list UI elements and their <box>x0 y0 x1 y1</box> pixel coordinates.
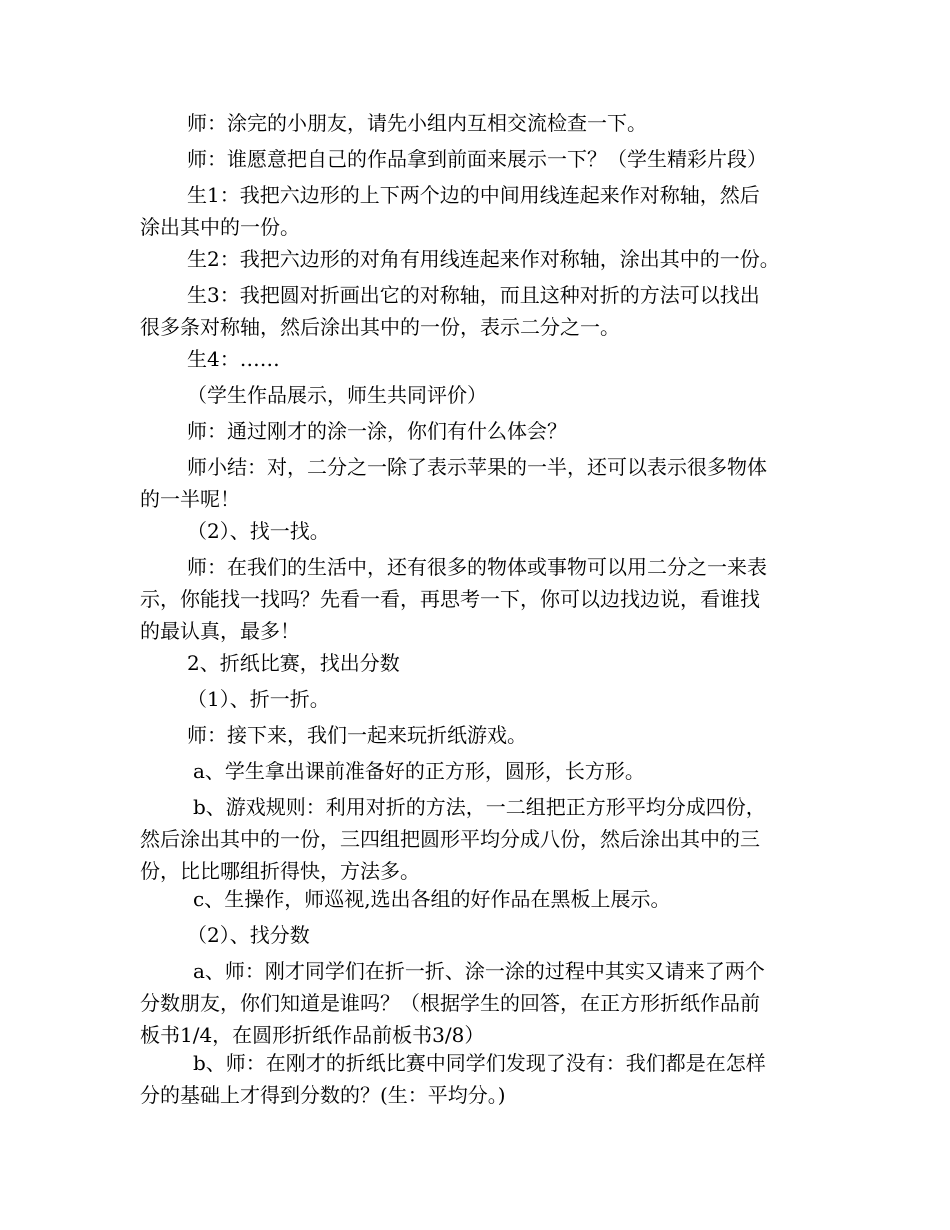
text-line: a、师：刚才同学们在折一折、涂一涂的过程中其实又请来了两个 <box>193 959 765 983</box>
text-line: （1）、折一折。 <box>187 687 330 711</box>
text-line: b、师：在刚才的折纸比赛中同学们发现了没有：我们都是在怎样 <box>193 1051 766 1075</box>
paragraph <box>140 343 867 375</box>
text-line: （学生作品展示，师生共同评价） <box>187 383 487 407</box>
paragraph <box>140 755 873 787</box>
text-line: 板书1/4，在圆形折纸作品前板书3/8） <box>140 1023 485 1047</box>
paragraph <box>140 883 873 915</box>
text-line: 很多条对称轴，然后涂出其中的一份，表示二分之一。 <box>140 315 620 339</box>
paragraph <box>140 107 867 139</box>
paragraph <box>140 451 820 515</box>
text-line: b、游戏规则：利用对折的方法，一二组把正方形平均分成四份， <box>193 795 766 819</box>
text-line: 师：在我们的生活中，还有很多的物体或事物可以用二分之一来表 <box>187 555 767 579</box>
text-line: 师：涂完的小朋友，请先小组内互相交流检查一下。 <box>187 111 647 135</box>
paragraph <box>140 719 867 751</box>
paragraph <box>140 515 867 547</box>
text-line: （2）、找分数 <box>187 923 310 947</box>
text-line: 然后涂出其中的一份，三四组把圆形平均分成八份，然后涂出其中的三 <box>140 827 760 851</box>
text-line: 师小结：对，二分之一除了表示苹果的一半，还可以表示很多物体 <box>187 455 767 479</box>
paragraph <box>140 143 867 175</box>
text-line: （2）、找一找。 <box>187 519 330 543</box>
paragraph <box>140 551 820 647</box>
paragraph <box>140 379 867 411</box>
paragraph <box>140 243 867 275</box>
subsection-heading <box>140 683 867 715</box>
text-line: 师：通过刚才的涂一涂，你们有什么体会？ <box>187 419 567 443</box>
text-line: a、学生拿出课前准备好的正方形，圆形，长方形。 <box>193 759 645 783</box>
text-line: 生3：我把圆对折画出它的对称轴，而且这种对折的方法可以找出 <box>187 283 760 307</box>
section-heading <box>140 647 867 679</box>
text-line: 生4：…… <box>187 347 280 371</box>
text-line: 分的基础上才得到分数的？(生：平均分。) <box>140 1083 506 1107</box>
text-line: 的最认真，最多！ <box>140 619 300 643</box>
text-line: 生1：我把六边形的上下两个边的中间用线连起来作对称轴，然后 <box>187 183 760 207</box>
text-line: 涂出其中的一份。 <box>140 215 300 239</box>
paragraph <box>140 279 820 343</box>
paragraph <box>140 415 867 447</box>
text-line: c、生操作，师巡视,选出各组的好作品在黑板上展示。 <box>193 887 671 911</box>
paragraph <box>140 955 820 1051</box>
text-line: 师：谁愿意把自己的作品拿到前面来展示一下？（学生精彩片段） <box>187 147 767 171</box>
text-line: 份，比比哪组折得快，方法多。 <box>140 859 420 883</box>
paragraph <box>140 179 820 243</box>
text-line: 生2：我把六边形的对角有用线连起来作对称轴，涂出其中的一份。 <box>187 247 780 271</box>
text-line: 2、折纸比赛，找出分数 <box>187 651 400 675</box>
text-line: 的一半呢！ <box>140 487 240 511</box>
text-line: 示，你能找一找吗？先看一看，再思考一下，你可以边找边说，看谁找 <box>140 587 760 611</box>
subsection-heading <box>140 919 867 951</box>
text-line: 师：接下来，我们一起来玩折纸游戏。 <box>187 723 527 747</box>
paragraph <box>140 1047 820 1111</box>
paragraph <box>140 791 820 887</box>
text-line: 分数朋友，你们知道是谁吗？（根据学生的回答，在正方形折纸作品前 <box>140 991 760 1015</box>
